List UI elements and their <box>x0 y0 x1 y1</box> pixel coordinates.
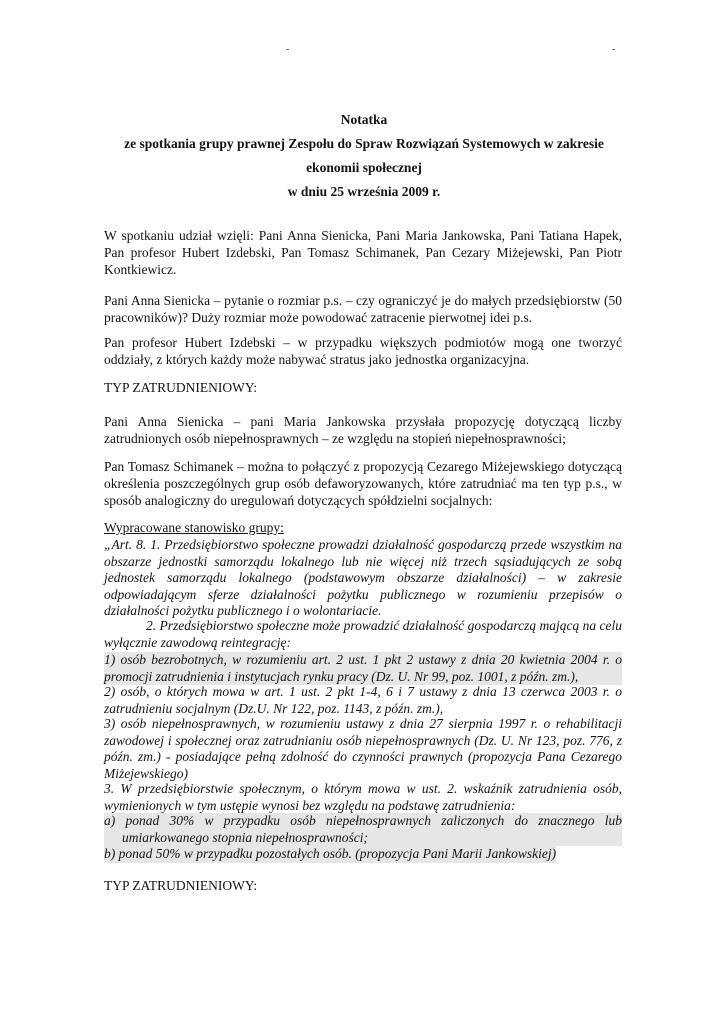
title-line-2: ze spotkania grupy prawnej Zespołu do Spraw Rozwiązań Systemowych w zakresie <box>124 136 604 151</box>
article-paragraph-1: „Art. 8. 1. Przedsiębiorstwo społeczne prowadzi działalność gospodarczą przede wszystkim na obszarze jednostki samorządu lokalnego lub nie więcej niż trzech sąsiadujących ze sobą jednostek samorządu lokalnego (podstawowym obszarze działalności) – w zakresie odpowiadającym sferze działalności pożytku publicznego w rozumieniu przepisów o działalności pożytku publicznego i o wolontariacie. <box>104 537 622 618</box>
heading-typ-zatrudnieniowy-2: TYP ZATRUDNIENIOWY: <box>104 878 258 893</box>
scan-mark-left: - <box>286 44 290 55</box>
heading-typ-zatrudnieniowy-1: TYP ZATRUDNIENIOWY: <box>104 380 258 395</box>
paragraph-schimanek: Pan Tomasz Schimanek – można to połączyć z propozycją Cezarego Miżejewskiego dotyczącą określenia poszczególnych grup osób defaworyzowanych, które zatrudniać ma ten typ p.s., w sposób analogiczny do uregulowań dotyczących spółdzielni socjalnych: <box>104 459 622 508</box>
article-paragraph-2: 2. Przedsiębiorstwo społeczne może prowadzić działalność gospodarczą mającą na celu wyłącznie zawodową reintegrację: <box>104 618 622 650</box>
heading-stanowisko: Wypracowane stanowisko grupy: <box>104 520 284 535</box>
article-item-3: 3) osób niepełnosprawnych, w rozumieniu ustawy z dnia 27 sierpnia 1997 r. o rehabilitacji zawodowej i społecznej oraz zatrudnianiu osób niepełnosprawnych (Dz. U. Nr 123, poz. 776, z późn. zm.) - posiadające pełną zdolność do czynności prawnych (propozycja Pana Cezarego Miżejewskiego) <box>104 716 622 781</box>
article-point-b: b) ponad 50% w przypadku pozostałych osób. (propozycja Pani Marii Jankowskiej) <box>104 846 557 861</box>
article-item-2: 2) osób, o których mowa w art. 1 ust. 2 pkt 1-4, 6 i 7 ustawy z dnia 13 czerwca 2003 r. o zatrudnieniu socjalnym (Dz.U. Nr 122, poz. 1143, z późn. zm.), <box>104 684 622 716</box>
paragraph-sienicka-1: Pani Anna Sienicka – pytanie o rozmiar p.s. – czy ograniczyć je do małych przedsiębiorstw (50 pracowników)? Duży rozmiar może powodować zatracenie pierwotnej idei p.s. <box>104 293 622 325</box>
scan-mark-right: - <box>612 44 616 55</box>
article-item-1: 1) osób bezrobotnych, w rozumieniu art. 2 ust. 1 pkt 2 ustawy z dnia 20 kwietnia 2004 r. o promocji zatrudnienia i instytucjach rynku pracy (Dz. U. Nr 99, poz. 1001, z późn. zm.), <box>104 652 622 684</box>
title-line-4: w dniu 25 września 2009 r. <box>287 184 441 199</box>
paragraph-participants: W spotkaniu udział wzięli: Pani Anna Sienicka, Pani Maria Jankowska, Pani Tatiana Hapek, Pan profesor Hubert Izdebski, Pan Tomasz Schimanek, Pan Cezary Miżejewski, Pan Piotr Kontkiewicz. <box>104 228 622 277</box>
paragraph-sienicka-2: Pani Anna Sienicka – pani Maria Jankowska przysłała propozycję dotyczącą liczby zatrudnionych osób niepełnosprawnych – ze względu na stopień niepełnosprawności; <box>104 414 622 446</box>
article-point-a: a) ponad 30% w przypadku osób niepełnosprawnych zaliczonych do znacznego lub umiarkowanego stopnia niepełnosprawności; <box>104 813 622 845</box>
title-line-3: ekonomii społecznej <box>306 160 422 175</box>
paragraph-izdebski: Pan profesor Hubert Izdebski – w przypadku większych podmiotów mogą one tworzyć oddziały, z których każdy może nabywać stratus jako jednostka organizacyjna. <box>104 335 622 367</box>
title-line-1: Notatka <box>340 112 388 127</box>
article-paragraph-3: 3. W przedsiębiorstwie społecznym, o którym mowa w ust. 2. wskaźnik zatrudnienia osób, wymienionych w tym ustępie wynosi bez względu na podstawę zatrudnienia: <box>104 781 622 813</box>
